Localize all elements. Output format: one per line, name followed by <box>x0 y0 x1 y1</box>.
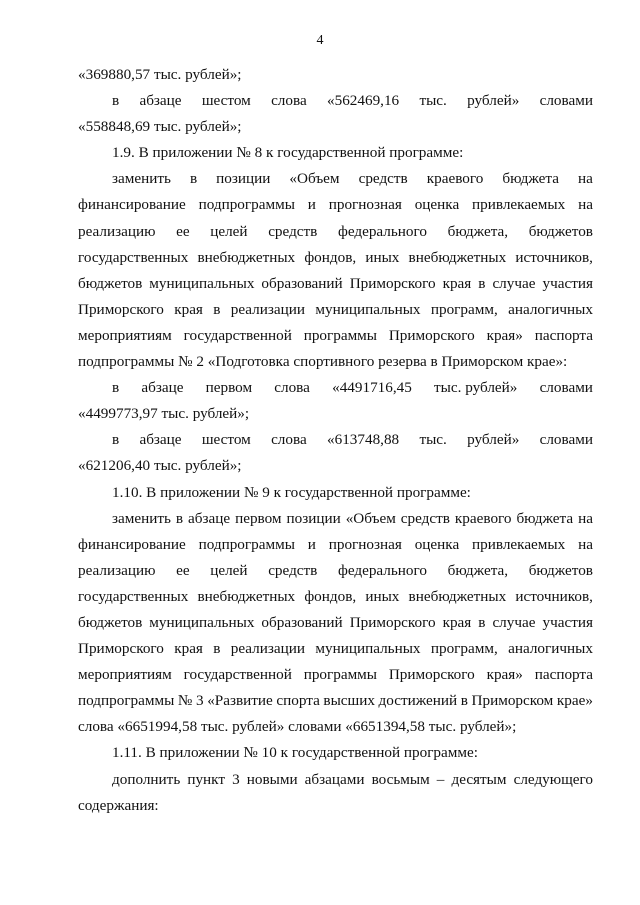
word: абзаце <box>188 509 231 527</box>
word: подпрограммы <box>78 692 175 710</box>
word: привлекаемых <box>472 196 566 214</box>
word: первом <box>205 379 253 397</box>
word: подпрограммы <box>198 535 295 553</box>
word: реализацию <box>78 561 156 579</box>
word: государственных <box>78 587 189 605</box>
page-number: 4 <box>316 33 324 48</box>
word: финансирование <box>78 196 186 214</box>
text-line <box>78 532 593 558</box>
word: случае <box>492 613 536 631</box>
word: абзаце <box>141 379 184 397</box>
word: слова <box>271 431 307 449</box>
word: тыс. <box>419 431 447 449</box>
word: аналогичных <box>508 640 593 658</box>
word: иных <box>365 587 400 605</box>
word: дополнить <box>112 770 181 788</box>
word: бюджета, <box>447 222 509 240</box>
word: «613748,88 <box>327 431 400 449</box>
word: муниципальных <box>315 640 421 658</box>
word: средств <box>268 561 318 579</box>
text-line <box>78 584 593 610</box>
word: абзаце <box>139 431 182 449</box>
text-line <box>78 375 593 401</box>
word: первом <box>235 509 282 527</box>
word: привлекаемых <box>472 535 566 553</box>
word: внебюджетных <box>408 587 507 605</box>
word: края <box>174 300 203 318</box>
word: в <box>112 431 120 449</box>
word: шестом <box>201 431 251 449</box>
word: бюджетов <box>528 222 593 240</box>
word: крае» <box>556 692 593 710</box>
word: внебюджетных <box>408 248 507 266</box>
word: средств <box>358 170 408 188</box>
word: образований <box>261 613 343 631</box>
word: Приморского <box>78 640 164 658</box>
text-line <box>78 558 593 584</box>
word: абзаце <box>139 92 182 110</box>
word: тыс. <box>419 92 447 110</box>
word: абзацами <box>304 770 365 788</box>
word: Приморского <box>388 326 475 344</box>
word: на <box>578 509 593 527</box>
word: государственной <box>183 666 292 684</box>
word: в <box>478 613 486 631</box>
text-line <box>78 192 593 218</box>
word: «4491716,45 <box>332 379 412 397</box>
word: в <box>112 92 120 110</box>
word: в <box>460 692 468 710</box>
word: шестом <box>201 92 251 110</box>
word: иных <box>365 248 400 266</box>
word: края <box>442 613 472 631</box>
word: слова <box>274 379 310 397</box>
word: края» <box>486 326 523 344</box>
word: бюджетов <box>78 274 143 292</box>
text-line: подпрограммы № 2 «Подготовка спортивного резерва в Приморском крае»: <box>78 353 568 371</box>
text-line <box>78 506 593 532</box>
word: в <box>213 640 221 658</box>
word: фондов, <box>304 587 357 605</box>
text-line <box>78 662 593 688</box>
word: на <box>578 170 593 188</box>
word: муниципальных <box>149 274 255 292</box>
word: мероприятиям <box>78 666 172 684</box>
text-line: 1.10. В приложении № 9 к государственной программе: <box>112 483 471 501</box>
word: источников, <box>515 587 593 605</box>
word: муниципальных <box>315 300 421 318</box>
word: паспорта <box>534 666 593 684</box>
document-body <box>78 62 593 819</box>
word: края» <box>486 666 523 684</box>
word: пункт <box>187 770 225 788</box>
word: в <box>175 509 184 527</box>
word: словами <box>539 431 593 449</box>
word: программ, <box>430 300 498 318</box>
word: муниципальных <box>149 613 255 631</box>
text-line <box>78 166 593 192</box>
word: прогнозная <box>328 535 402 553</box>
text-line: «369880,57 тыс. рублей»; <box>78 66 242 83</box>
word: позиции <box>216 170 271 188</box>
word: бюджета <box>516 509 574 527</box>
word: края <box>174 640 203 658</box>
word: краевого <box>454 509 512 527</box>
word: заменить <box>112 170 171 188</box>
word: источников, <box>515 248 593 266</box>
word: Приморского <box>349 613 436 631</box>
word: «Объем <box>345 509 396 527</box>
word: средств <box>268 222 318 240</box>
text-line: слова «6651994,58 тыс. рублей» словами «6651394,58 тыс. рублей»; <box>78 718 517 736</box>
word: реализацию <box>78 222 156 240</box>
word: аналогичных <box>508 300 593 318</box>
word: в <box>213 300 221 318</box>
word: Приморского <box>349 274 436 292</box>
word: мероприятиям <box>78 326 172 344</box>
word: в <box>478 274 486 292</box>
word: рублей» <box>467 431 520 449</box>
word: восьмым <box>371 770 430 788</box>
word: прогнозная <box>328 196 402 214</box>
word: внебюджетных <box>197 587 296 605</box>
word: в <box>112 379 120 397</box>
word: словами <box>539 92 593 110</box>
word: «Развитие <box>207 692 273 710</box>
text-line <box>78 688 593 714</box>
word: федерального <box>337 561 427 579</box>
text-line <box>78 271 593 297</box>
word: и <box>307 535 316 553</box>
text-line <box>78 767 593 793</box>
word: бюджета <box>502 170 559 188</box>
word: государственной <box>183 326 292 344</box>
text-line <box>78 610 593 636</box>
word: целей <box>210 561 248 579</box>
word: программы <box>303 666 377 684</box>
word: средств <box>400 509 450 527</box>
text-line <box>78 636 593 662</box>
word: оценка <box>414 535 460 553</box>
word: слова <box>271 92 307 110</box>
word: программы <box>303 326 377 344</box>
word: в <box>189 170 198 188</box>
word: бюджетов <box>528 561 593 579</box>
word: и <box>307 196 316 214</box>
word: федерального <box>337 222 427 240</box>
word: реализации <box>230 300 306 318</box>
word: 3 <box>232 770 240 788</box>
word: высших <box>323 692 375 710</box>
word: – <box>436 770 445 788</box>
word: 3 <box>196 692 204 710</box>
word: подпрограммы <box>198 196 295 214</box>
word: следующего <box>513 770 593 788</box>
word: государственных <box>78 248 189 266</box>
word: паспорта <box>534 326 593 344</box>
word: участия <box>542 613 593 631</box>
word: фондов, <box>304 248 357 266</box>
word: целей <box>210 222 248 240</box>
text-line: «4499773,97 тыс. рублей»; <box>78 405 250 423</box>
text-line: «558848,69 тыс. рублей»; <box>78 118 242 136</box>
word: участия <box>542 274 593 292</box>
text-line <box>78 297 593 323</box>
text-line <box>78 323 593 349</box>
word: образований <box>261 274 343 292</box>
text-line <box>78 88 593 114</box>
word: Приморского <box>78 300 164 318</box>
word: рублей» <box>467 92 520 110</box>
word: краевого <box>426 170 484 188</box>
word: новыми <box>246 770 298 788</box>
word: финансирование <box>78 535 186 553</box>
text-line: содержания: <box>78 796 159 814</box>
word: на <box>578 535 593 553</box>
text-line: 1.11. В приложении № 10 к государственной программе: <box>112 744 478 762</box>
word: бюджетов <box>78 613 143 631</box>
word: ее <box>176 561 190 579</box>
word: бюджета, <box>447 561 509 579</box>
text-line: «621206,40 тыс. рублей»; <box>78 457 242 475</box>
word: на <box>578 196 593 214</box>
word: программ, <box>430 640 498 658</box>
text-line <box>78 427 593 453</box>
word: «562469,16 <box>327 92 400 110</box>
text-line: 1.9. В приложении № 8 к государственной программе: <box>112 144 464 162</box>
word: заменить <box>112 509 171 527</box>
word: позиции <box>286 509 341 527</box>
text-line <box>78 245 593 271</box>
word: ее <box>176 222 190 240</box>
word: словами <box>539 379 593 397</box>
word: спорта <box>276 692 320 710</box>
word: № <box>177 692 193 710</box>
word: Приморском <box>471 692 554 710</box>
word: реализации <box>230 640 306 658</box>
word: Приморского <box>388 666 475 684</box>
word: случае <box>492 274 536 292</box>
word: оценка <box>414 196 460 214</box>
word: тыс. рублей» <box>434 379 518 397</box>
word: достижений <box>378 692 458 710</box>
text-line <box>78 219 593 245</box>
word: края <box>442 274 472 292</box>
word: десятым <box>451 770 507 788</box>
word: «Объем <box>289 170 340 188</box>
word: внебюджетных <box>197 248 296 266</box>
